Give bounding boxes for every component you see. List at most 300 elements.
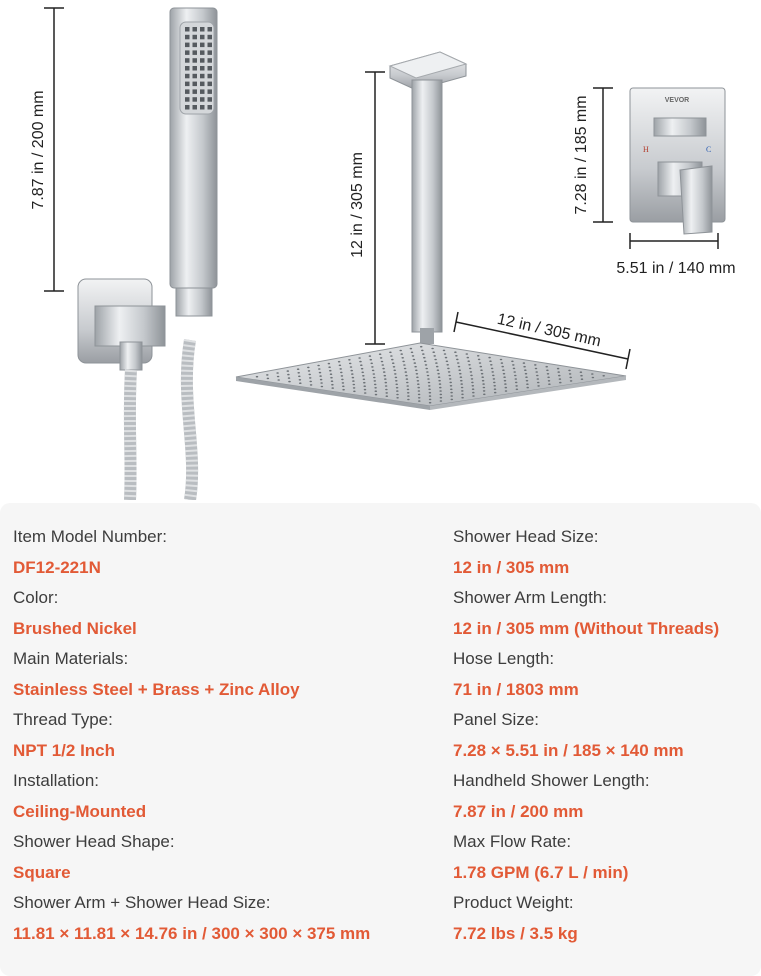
rain-nozzle-dot [426,371,429,373]
rain-nozzle-dot [267,378,270,380]
rain-nozzle-dot [449,382,452,384]
rain-nozzle-dot [481,373,484,375]
nozzle-dot [185,105,190,110]
rain-nozzle-dot [570,380,573,382]
rain-nozzle-dot [503,373,506,375]
rain-nozzle-dot [411,352,414,354]
rain-nozzle-dot [502,369,505,371]
nozzle-dot [208,43,213,48]
rain-nozzle-dot [277,376,280,378]
nozzle-dot [208,82,213,87]
nozzle-dot [193,66,198,71]
rain-nozzle-dot [483,394,486,396]
rain-nozzle-dot [450,392,453,394]
rain-nozzle-dot [353,391,356,393]
panel-height-label: 7.28 in / 185 mm [573,95,590,215]
spec-label: Thread Type: [13,710,113,729]
rain-nozzle-dot [342,386,345,388]
nozzle-dot [185,66,190,71]
rain-nozzle-dot [548,383,551,385]
rain-nozzle-dot [414,362,417,364]
rain-nozzle-dot [310,384,313,386]
rain-nozzle-dot [501,366,504,368]
spec-row [453,644,758,705]
panel-width-dimension [616,233,735,277]
arm-height-dimension [349,72,385,344]
rain-nozzle-dot [380,357,383,359]
rain-nozzle-dot [438,376,441,378]
nozzle-dot [185,74,190,79]
rain-nozzle-dot [515,378,518,380]
rain-nozzle-dot [385,382,388,384]
rain-nozzle-dot [342,382,345,384]
rain-nozzle-dot [483,387,486,389]
rain-nozzle-dot [512,364,515,366]
wall-holder [78,279,165,370]
nozzle-dot [200,50,205,55]
rain-nozzle-dot [297,372,300,374]
rain-nozzle-dot [396,390,399,392]
rain-nozzle-dot [460,376,463,378]
rain-nozzle-dot [488,357,491,359]
rain-nozzle-dot [370,359,373,361]
spec-label: Hose Length: [453,649,555,668]
rain-nozzle-dot [513,371,516,373]
spec-value: 7.28 × 5.51 in / 185 × 140 mm [453,741,684,760]
rain-nozzle-dot [425,364,428,366]
rain-nozzle-dot [491,371,494,373]
rain-shower-head [236,343,626,410]
valve-panel [630,88,725,234]
rain-nozzle-dot [364,389,367,391]
rain-nozzle-dot [429,402,432,404]
rain-nozzle-dot [491,368,494,370]
rain-nozzle-dot [320,379,323,381]
rain-nozzle-dot [395,377,398,379]
rain-nozzle-dot [424,361,427,363]
nozzle-dot [208,74,213,79]
rain-nozzle-dot [447,368,450,370]
rain-nozzle-dot [524,369,527,371]
rain-nozzle-dot [309,377,312,379]
rain-nozzle-dot [469,368,472,370]
rain-nozzle-dot [515,385,518,387]
rain-nozzle-dot [591,373,594,375]
rain-nozzle-dot [288,381,291,383]
rain-nozzle-dot [557,368,560,370]
spec-value: 1.78 GPM (6.7 L / min) [453,863,629,882]
nozzle-dot [200,58,205,63]
shower-arm [412,80,442,344]
rain-nozzle-dot [514,375,517,377]
nozzle-dot [208,105,213,110]
rain-nozzle-dot [534,364,537,366]
rain-nozzle-dot [329,370,332,372]
panel-brand: VEVOR [664,97,690,104]
spec-row [453,888,758,949]
rain-nozzle-dot [319,372,322,374]
rain-nozzle-dot [466,353,469,355]
nozzle-dot [193,50,198,55]
rain-nozzle-dot [266,374,269,376]
rain-nozzle-dot [384,375,387,377]
rain-nozzle-dot [437,373,440,375]
nozzle-dot [185,35,190,40]
rain-nozzle-dot [439,387,442,389]
rain-nozzle-dot [472,395,475,397]
rain-nozzle-dot [450,385,453,387]
nozzle-dot [185,89,190,94]
panel-height-dimension [573,88,613,222]
rain-nozzle-dot [505,387,508,389]
rain-nozzle-dot [331,380,334,382]
rain-nozzle-dot [471,382,474,384]
rain-nozzle-dot [389,352,392,354]
rain-nozzle-dot [407,395,410,397]
rain-nozzle-dot [429,395,432,397]
rain-nozzle-dot [395,384,398,386]
rain-nozzle-dot [460,383,463,385]
handheld-shower [170,8,217,316]
rain-nozzle-dot [391,359,394,361]
spec-label: Max Flow Rate: [453,832,572,851]
rain-nozzle-dot [440,394,443,396]
spec-row [13,583,443,644]
rain-nozzle-dot [416,373,419,375]
nozzle-dot [185,58,190,63]
rain-nozzle-dot [525,376,528,378]
rain-nozzle-dot [482,380,485,382]
nozzle-dot [185,50,190,55]
rain-nozzle-dot [363,382,366,384]
rain-nozzle-dot [460,380,463,382]
rain-nozzle-dot [459,373,462,375]
rain-nozzle-dot [319,375,322,377]
spec-value: 7.72 lbs / 3.5 kg [453,924,578,943]
spec-value: Stainless Steel + Brass + Zinc Alloy [13,680,300,699]
spec-column-left [13,522,443,949]
head-width-label: 12 in / 305 mm [495,310,603,351]
rain-nozzle-dot [331,387,334,389]
rain-nozzle-dot [450,395,453,397]
spec-label: Shower Arm + Shower Head Size: [13,893,271,912]
rain-nozzle-dot [390,355,393,357]
nozzle-dot [193,27,198,32]
rain-nozzle-dot [405,371,408,373]
handheld-height-label: 7.87 in / 200 mm [30,90,47,210]
rain-nozzle-dot [461,387,464,389]
rain-nozzle-dot [515,382,518,384]
panel-width-label: 5.51 in / 140 mm [616,260,736,277]
rain-nozzle-dot [537,378,540,380]
rain-nozzle-dot [386,395,389,397]
rain-nozzle-dot [483,390,486,392]
nozzle-dot [200,35,205,40]
rain-nozzle-dot [480,369,483,371]
nozzle-dot [208,35,213,40]
nozzle-dot [208,89,213,94]
rain-nozzle-dot [328,363,331,365]
rain-nozzle-dot [351,373,354,375]
handheld-height-dimension [30,8,64,291]
rain-nozzle-dot [500,359,503,361]
rain-nozzle-dot [396,397,399,399]
rain-nozzle-dot [369,355,372,357]
rain-nozzle-dot [340,372,343,374]
spec-value: Brushed Nickel [13,619,137,638]
rain-nozzle-dot [494,388,497,390]
rain-nozzle-dot [434,359,437,361]
spec-value: 12 in / 305 mm [453,558,570,577]
rain-nozzle-dot [379,353,382,355]
spec-row [453,766,758,827]
rain-nozzle-dot [559,378,562,380]
nozzle-dot [193,97,198,102]
rain-nozzle-dot [432,351,435,353]
rain-nozzle-dot [568,370,571,372]
nozzle-dot [200,105,205,110]
rain-nozzle-dot [580,375,583,377]
rain-nozzle-dot [569,373,572,375]
rain-nozzle-dot [470,375,473,377]
rain-nozzle-dot [287,374,290,376]
rain-nozzle-dot [444,353,447,355]
spec-value: DF12-221N [13,558,101,577]
rain-nozzle-dot [569,377,572,379]
rain-nozzle-dot [429,399,432,401]
rain-nozzle-dot [362,375,365,377]
rain-nozzle-dot [448,375,451,377]
rain-nozzle-dot [545,366,548,368]
rain-nozzle-dot [277,379,280,381]
rain-nozzle-dot [440,400,443,402]
spec-label: Product Weight: [453,893,574,912]
rain-nozzle-dot [318,368,321,370]
rain-nozzle-dot [413,359,416,361]
rain-nozzle-dot [471,378,474,380]
rain-nozzle-dot [602,375,605,377]
nozzle-dot [200,74,205,79]
rain-nozzle-dot [406,385,409,387]
rain-nozzle-dot [406,378,409,380]
rain-nozzle-dot [418,400,421,402]
spec-row [453,705,758,766]
nozzle-dot [200,43,205,48]
rain-nozzle-dot [383,371,386,373]
nozzle-dot [193,43,198,48]
rain-nozzle-dot [449,378,452,380]
rain-nozzle-dot [428,385,431,387]
rain-nozzle-dot [455,355,458,357]
rain-nozzle-dot [348,359,351,361]
rain-nozzle-dot [375,394,378,396]
rain-nozzle-dot [458,369,461,371]
rain-nozzle-dot [373,377,376,379]
rain-nozzle-dot [439,383,442,385]
rain-nozzle-dot [352,377,355,379]
rain-nozzle-dot [307,367,310,369]
nozzle-dot [200,66,205,71]
spec-value: 7.87 in / 200 mm [453,802,584,821]
rain-nozzle-dot [381,361,384,363]
rain-nozzle-dot [308,370,311,372]
rain-nozzle-dot [450,389,453,391]
rain-nozzle-dot [558,375,561,377]
spec-label: Handheld Shower Length: [453,771,650,790]
rain-nozzle-dot [492,375,495,377]
rain-nozzle-dot [446,361,449,363]
spec-value: NPT 1/2 Inch [13,741,116,760]
rain-nozzle-dot [431,348,434,350]
rain-nozzle-dot [478,359,481,361]
rain-nozzle-dot [422,353,425,355]
rain-nozzle-dot [535,368,538,370]
nozzle-dot [193,74,198,79]
rain-nozzle-dot [330,373,333,375]
rain-nozzle-dot [370,363,373,365]
rain-nozzle-dot [308,374,311,376]
rain-nozzle-dot [321,386,324,388]
rain-nozzle-dot [374,384,377,386]
rain-nozzle-dot [353,387,356,389]
rain-nozzle-dot [349,363,352,365]
rain-nozzle-dot [445,357,448,359]
rain-nozzle-dot [480,366,483,368]
rain-nozzle-dot [317,365,320,367]
spec-label: Panel Size: [453,710,539,729]
hot-mark: H [643,145,649,154]
rain-nozzle-dot [559,382,562,384]
rain-nozzle-dot [535,371,538,373]
rain-nozzle-dot [427,378,430,380]
rain-nozzle-dot [493,385,496,387]
rain-nozzle-dot [358,357,361,359]
rain-nozzle-dot [341,379,344,381]
rain-nozzle-dot [297,368,300,370]
rain-nozzle-dot [490,364,493,366]
rain-nozzle-dot [580,371,583,373]
rain-nozzle-dot [418,394,421,396]
rain-nozzle-dot [472,388,475,390]
rain-nozzle-dot [396,387,399,389]
rain-nozzle-dot [467,357,470,359]
rain-nozzle-dot [451,399,454,401]
rain-nozzle-dot [361,372,364,374]
rain-nozzle-dot [276,372,279,374]
spec-label: Shower Head Size: [453,527,599,546]
rain-nozzle-dot [526,380,529,382]
rain-nozzle-dot [298,376,301,378]
nozzle-dot [185,27,190,32]
spec-label: Item Model Number: [13,527,167,546]
rain-nozzle-dot [395,380,398,382]
spec-row [13,888,443,949]
rain-nozzle-dot [547,373,550,375]
rain-nozzle-dot [400,353,403,355]
rain-nozzle-dot [479,362,482,364]
spec-row [453,583,758,644]
rain-nozzle-dot [436,366,439,368]
rain-nozzle-dot [437,369,440,371]
rain-nozzle-dot [420,346,423,348]
rain-nozzle-dot [526,387,529,389]
rain-nozzle-dot [361,368,364,370]
rain-nozzle-dot [342,389,345,391]
rain-nozzle-dot [382,364,385,366]
nozzle-dot [193,35,198,40]
rain-nozzle-dot [505,390,508,392]
rain-nozzle-dot [546,370,549,372]
rain-nozzle-dot [435,362,438,364]
nozzle-dot [208,58,213,63]
rain-nozzle-dot [299,379,302,381]
cold-mark: C [706,145,712,154]
rain-nozzle-dot [384,378,387,380]
rain-nozzle-dot [504,383,507,385]
rain-nozzle-dot [371,366,374,368]
rain-nozzle-dot [503,376,506,378]
rain-nozzle-dot [494,392,497,394]
rain-nozzle-dot [457,362,460,364]
rain-nozzle-dot [374,380,377,382]
rain-nozzle-dot [433,355,436,357]
rain-nozzle-dot [410,348,413,350]
rain-nozzle-dot [385,385,388,387]
rain-nozzle-dot [350,370,353,372]
rain-nozzle-dot [287,370,290,372]
rain-nozzle-dot [415,370,418,372]
spec-row [13,766,443,827]
rain-nozzle-dot [440,397,443,399]
rain-nozzle-dot [513,368,516,370]
rain-nozzle-dot [364,392,367,394]
rain-nozzle-dot [385,392,388,394]
rain-nozzle-dot [359,361,362,363]
rain-nozzle-dot [536,375,539,377]
rain-nozzle-dot [526,383,529,385]
rain-nozzle-dot [525,373,528,375]
rain-nozzle-dot [458,366,461,368]
rain-nozzle-dot [363,385,366,387]
rain-nozzle-dot [472,385,475,387]
rain-nozzle-dot [372,370,375,372]
rain-nozzle-dot [501,362,504,364]
nozzle-dot [208,27,213,32]
rain-nozzle-dot [523,362,526,364]
nozzle-dot [185,97,190,102]
spec-label: Color: [13,588,59,607]
rain-nozzle-dot [392,362,395,364]
spec-value: 11.81 × 11.81 × 14.76 in / 300 × 300 × 375 mm [13,924,371,943]
rain-nozzle-dot [363,379,366,381]
rain-nozzle-dot [375,390,378,392]
rain-nozzle-dot [481,376,484,378]
rain-nozzle-dot [407,389,410,391]
rain-nozzle-dot [331,384,334,386]
rain-nozzle-dot [448,371,451,373]
spec-label: Main Materials: [13,649,129,668]
rain-nozzle-dot [373,373,376,375]
rain-nozzle-dot [399,350,402,352]
rain-nozzle-dot [385,389,388,391]
spec-value: 71 in / 1803 mm [453,680,579,699]
spec-row [453,827,758,888]
rain-nozzle-dot [427,375,430,377]
rain-nozzle-dot [352,380,355,382]
rain-nozzle-dot [428,389,431,391]
rain-nozzle-dot [414,366,417,368]
spec-label: Shower Head Shape: [13,832,175,851]
